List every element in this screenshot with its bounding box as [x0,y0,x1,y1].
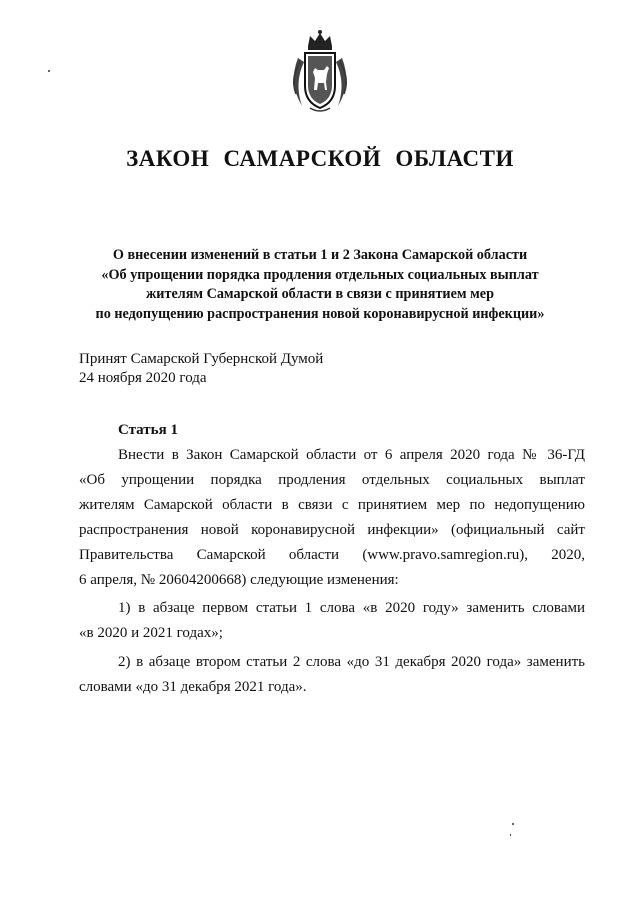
adoption-date: 24 ноября 2020 года [79,370,207,386]
body-line: 1) в абзаце первом статьи 1 слова «в 2020 году» заменить словами [118,600,585,616]
scan-speck [48,70,50,72]
subtitle-line: «Об упрощении порядка продления отдельных социальных выплат [101,266,539,283]
subtitle-line: по недопущению распространения новой коронавирусной инфекции» [95,305,545,322]
scan-speck [510,834,511,836]
body-line: распространения новой коронавирусной инфекции» (официальный сайт [79,522,585,538]
body-line: 2) в абзаце втором статьи 2 слова «до 31 декабря 2020 года» заменить [118,654,585,670]
body-line: словами «до 31 декабря 2021 года». [79,679,307,695]
adoption-note [79,350,323,388]
law-title: ЗАКОН САМАРСКОЙ ОБЛАСТИ [126,146,514,171]
body-line: 6 апреля, № 20604200668) следующие изменения: [79,572,399,588]
subtitle-line: О внесении изменений в статьи 1 и 2 Закона Самарской области [112,247,528,263]
body-line: «Об упрощении порядка продления отдельных социальных выплат [79,472,585,488]
body-line: Внести в Закон Самарской области от 6 апреля 2020 года № 36-ГД [118,447,585,463]
body-line: «в 2020 и 2021 годах»; [79,625,223,641]
law-subtitle [60,246,580,324]
body-line: жителям Самарской области в связи с принятием мер по недопущению [79,497,585,513]
adoption-line: Принят Самарской Губернской Думой [79,351,324,367]
scan-speck [512,823,514,825]
body-line: Правительства Самарской области (www.pravo.samregion.ru), 2020, [79,547,585,563]
coat-of-arms-icon [284,28,356,114]
subtitle-line: жителям Самарской области в связи с принятием мер [146,286,494,302]
article-heading: Статья 1 [118,422,178,438]
